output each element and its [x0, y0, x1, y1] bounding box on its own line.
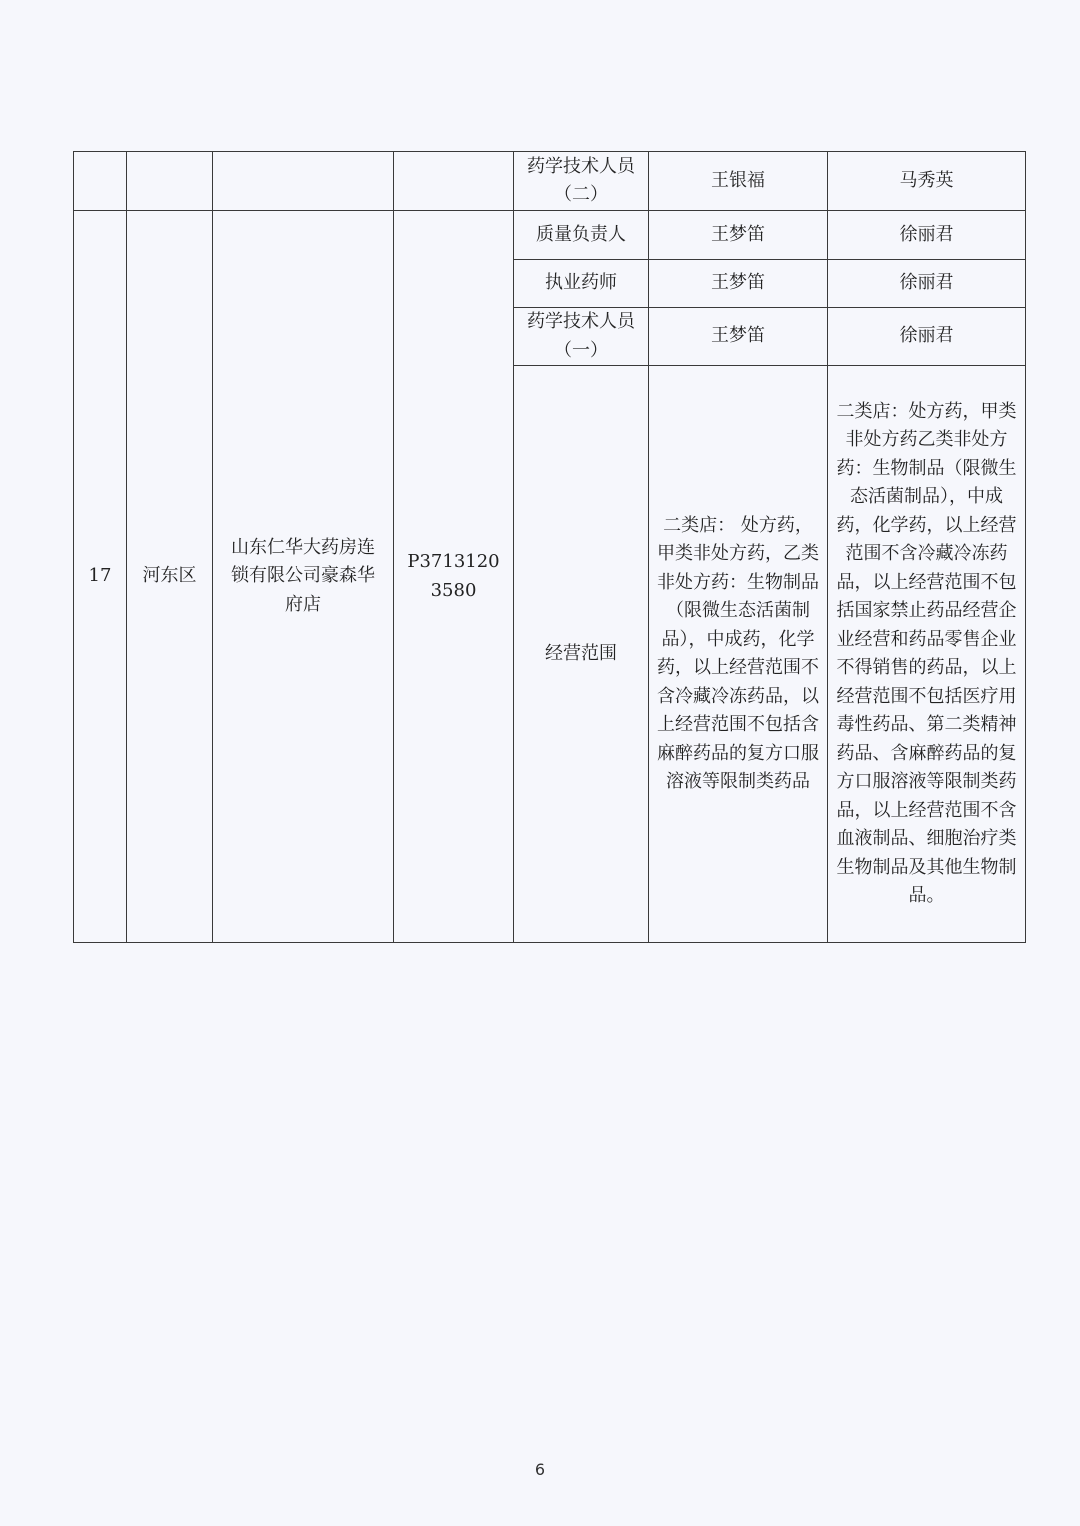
item-label: 经营范围 [514, 366, 649, 943]
before-value: 王银福 [649, 152, 828, 211]
empty-cell [127, 152, 213, 211]
before-value: 王梦笛 [649, 308, 828, 366]
empty-cell [74, 152, 127, 211]
entry-index: 17 [74, 211, 127, 943]
before-value: 王梦笛 [649, 211, 828, 260]
item-label: 药学技术人员（一） [514, 308, 649, 366]
after-value: 马秀英 [828, 152, 1026, 211]
entry-company: 山东仁华大药房连锁有限公司豪森华府店 [213, 211, 394, 943]
before-value: 二类店： 处方药，甲类非处方药，乙类非处方药：生物制品（限微生态活菌制品），中成药，化学药，以上经营范围不含冷藏冷冻药品，以上经营范围不包括含麻醉药品的复方口服溶液等限制类药品 [649, 366, 828, 943]
item-label: 质量负责人 [514, 211, 649, 260]
entry-license: P37131203580 [394, 211, 514, 943]
empty-cell [394, 152, 514, 211]
change-table [73, 151, 1026, 943]
after-value: 二类店：处方药，甲类非处方药乙类非处方药：生物制品（限微生态活菌制品），中成药，化学药，以上经营范围不含冷藏冷冻药品，以上经营范围不包括国家禁止药品经营企业经营和药品零售企业不得销售的药品，以上经营范围不包括医疗用毒性药品、第二类精神药品、含麻醉药品的复方口服溶液等限制类药品，以上经营范围不含血液制品、细胞治疗类生物制品及其他生物制品。 [828, 366, 1026, 943]
page-number: 6 [534, 1460, 546, 1479]
table-row [74, 211, 1026, 260]
after-value: 徐丽君 [828, 260, 1026, 308]
item-label: 药学技术人员（二） [514, 152, 649, 211]
entry-district: 河东区 [127, 211, 213, 943]
before-value: 王梦笛 [649, 260, 828, 308]
after-value: 徐丽君 [828, 211, 1026, 260]
empty-cell [213, 152, 394, 211]
after-value: 徐丽君 [828, 308, 1026, 366]
item-label: 执业药师 [514, 260, 649, 308]
table-row [74, 152, 1026, 211]
